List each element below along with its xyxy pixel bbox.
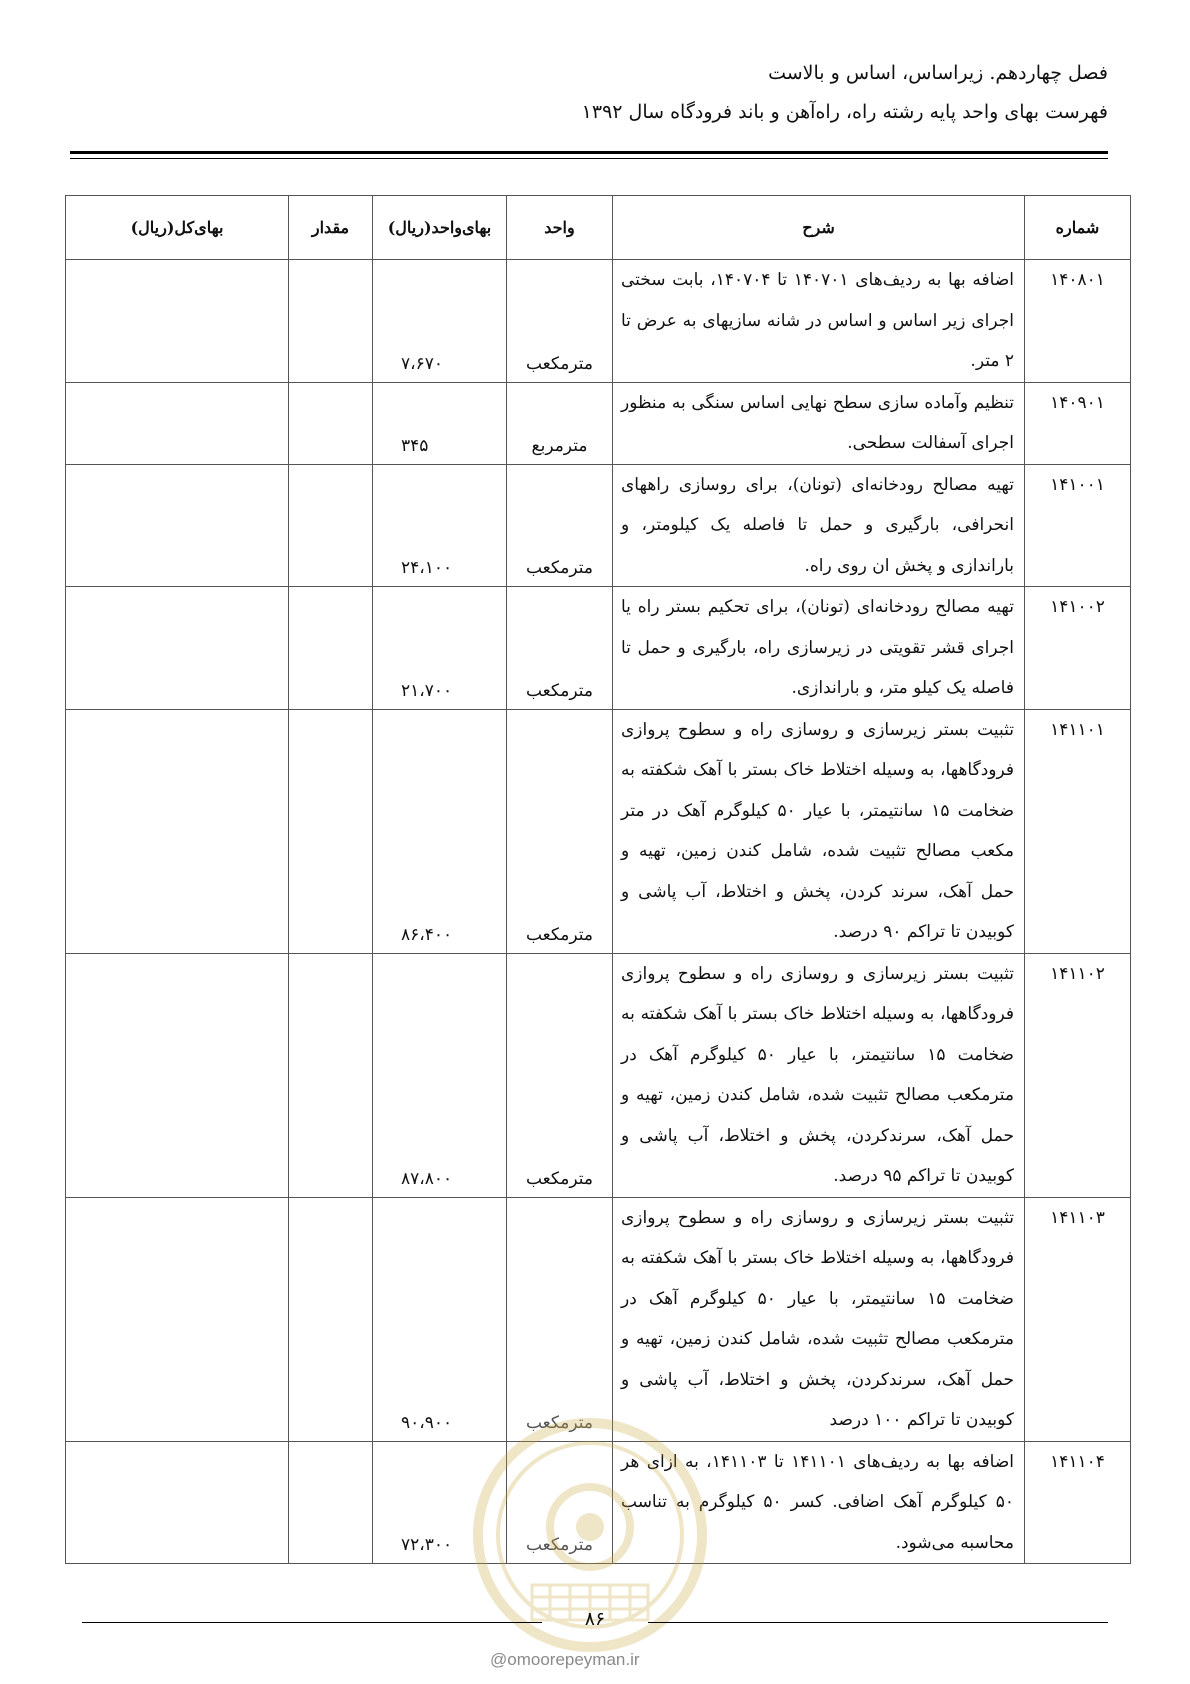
row-description: تنظیم وآماده سازی سطح نهایی اساس سنگی به منظور اجرای آسفالت سطحی. [613,382,1025,464]
header-rule-thin [70,158,1108,159]
footer-rule-right [648,1622,1108,1623]
row-unit-price: ۷،۶۷۰ [373,260,507,383]
row-number: ۱۴۱۱۰۱ [1025,709,1131,953]
row-total-price [66,1197,289,1441]
row-unit: مترمکعب [507,1441,613,1564]
row-description: تثبیت بستر زیرسازی و روسازی راه و سطوح پروازی فرودگاهها، به وسیله اختلاط خاک بستر با آهک شکفته به ضخامت ۱۵ سانتیمتر، با عیار ۵۰ کیلوگرم آهک در مترمکعب مصالح تثبیت شده، شامل کندن زمین، تهیه و حمل آهک، سرندکردن، پخش و اختلاط، آب پاشی و کوبیدن تا تراکم ۱۰۰ درصد [613,1197,1025,1441]
row-number: ۱۴۱۱۰۴ [1025,1441,1131,1564]
website-watermark: @omoorepeyman.ir [490,1650,640,1669]
table-row [66,587,1131,710]
row-quantity [289,464,373,587]
row-quantity [289,1197,373,1441]
row-number: ۱۴۱۱۰۳ [1025,1197,1131,1441]
row-total-price [66,953,289,1197]
row-description: تثبیت بستر زیرسازی و روسازی راه و سطوح پروازی فرودگاهها، به وسیله اختلاط خاک بستر با آهک شکفته به ضخامت ۱۵ سانتیمتر، با عیار ۵۰ کیلوگرم آهک در متر مکعب مصالح تثبیت شده، شامل کندن زمین، تهیه و حمل آهک، سرند کردن، پخش و اختلاط، آب پاشی و کوبیدن تا تراکم ۹۰ درصد. [613,709,1025,953]
row-total-price [66,260,289,383]
table-row [66,1197,1131,1441]
row-quantity [289,1441,373,1564]
price-list-table [65,195,1131,1564]
row-description: تهیه مصالح رودخانه‌ای (تونان)، برای روسازی راههای انحرافی، بارگیری و حمل تا فاصله یک کیلومتر، و باراندازی و پخش ان روی راه. [613,464,1025,587]
row-description: اضافه بها به ردیف‌های ۱۴۰۷۰۱ تا ۱۴۰۷۰۴، بابت سختی اجرای زیر اساس و اساس در شانه سازیهای به عرض تا ۲ متر. [613,260,1025,383]
row-unit-price: ۹۰،۹۰۰ [373,1197,507,1441]
row-unit: مترمکعب [507,953,613,1197]
row-total-price [66,709,289,953]
table-row [66,709,1131,953]
table-header-row [66,196,1131,260]
page-number: ۸۶ [584,1608,606,1630]
row-quantity [289,587,373,710]
row-total-price [66,1441,289,1564]
row-unit-price: ۸۶،۴۰۰ [373,709,507,953]
row-total-price [66,382,289,464]
row-quantity [289,260,373,383]
row-description: تثبیت بستر زیرسازی و روسازی راه و سطوح پروازی فرودگاهها، به وسیله اختلاط خاک بستر با آهک شکفته به ضخامت ۱۵ سانتیمتر، با عیار ۵۰ کیلوگرم آهک در مترمکعب مصالح تثبیت شده، شامل کندن زمین، تهیه و حمل آهک، سرندکردن، پخش و اختلاط، آب پاشی و کوبیدن تا تراکم ۹۵ درصد. [613,953,1025,1197]
row-number: ۱۴۰۹۰۱ [1025,382,1131,464]
row-number: ۱۴۱۰۰۲ [1025,587,1131,710]
row-quantity [289,382,373,464]
table-row [66,953,1131,1197]
chapter-title: فصل چهاردهم. زیراساس، اساس و بالاست [768,62,1108,84]
row-unit: مترمربع [507,382,613,464]
row-quantity [289,953,373,1197]
row-description: اضافه بها به ردیف‌های ۱۴۱۱۰۱ تا ۱۴۱۱۰۳، به ازای هر ۵۰ کیلوگرم آهک اضافی. کسر ۵۰ کیلوگرم به تناسب محاسبه می‌شود. [613,1441,1025,1564]
col-header-description: شرح [613,196,1025,260]
col-header-total-price: بهای‌کل(ریال) [66,196,289,260]
table-row [66,382,1131,464]
row-total-price [66,587,289,710]
table-row [66,464,1131,587]
col-header-quantity: مقدار [289,196,373,260]
footer-rule-left [82,1622,542,1623]
row-unit: مترمکعب [507,587,613,710]
row-number: ۱۴۱۱۰۲ [1025,953,1131,1197]
col-header-number: شماره [1025,196,1131,260]
document-subtitle: فهرست بهای واحد پایه رشته راه، راه‌آهن و باند فرودگاه سال ۱۳۹۲ [581,101,1108,123]
col-header-unit-price: بهای‌واحد(ریال) [373,196,507,260]
row-number: ۱۴۰۸۰۱ [1025,260,1131,383]
row-unit-price: ۲۴،۱۰۰ [373,464,507,587]
row-unit-price: ۸۷،۸۰۰ [373,953,507,1197]
table-row [66,260,1131,383]
row-description: تهیه مصالح رودخانه‌ای (تونان)، برای تحکیم بستر راه یا اجرای قشر تقویتی در زیرسازی راه، بارگیری و حمل تا فاصله یک کیلو متر، و باراندازی. [613,587,1025,710]
row-unit: مترمکعب [507,260,613,383]
header-rule-thick [70,151,1108,154]
row-quantity [289,709,373,953]
row-unit-price: ۷۲،۳۰۰ [373,1441,507,1564]
row-number: ۱۴۱۰۰۱ [1025,464,1131,587]
row-unit: مترمکعب [507,464,613,587]
row-unit: مترمکعب [507,1197,613,1441]
row-unit: مترمکعب [507,709,613,953]
row-total-price [66,464,289,587]
row-unit-price: ۳۴۵ [373,382,507,464]
col-header-unit: واحد [507,196,613,260]
row-unit-price: ۲۱،۷۰۰ [373,587,507,710]
